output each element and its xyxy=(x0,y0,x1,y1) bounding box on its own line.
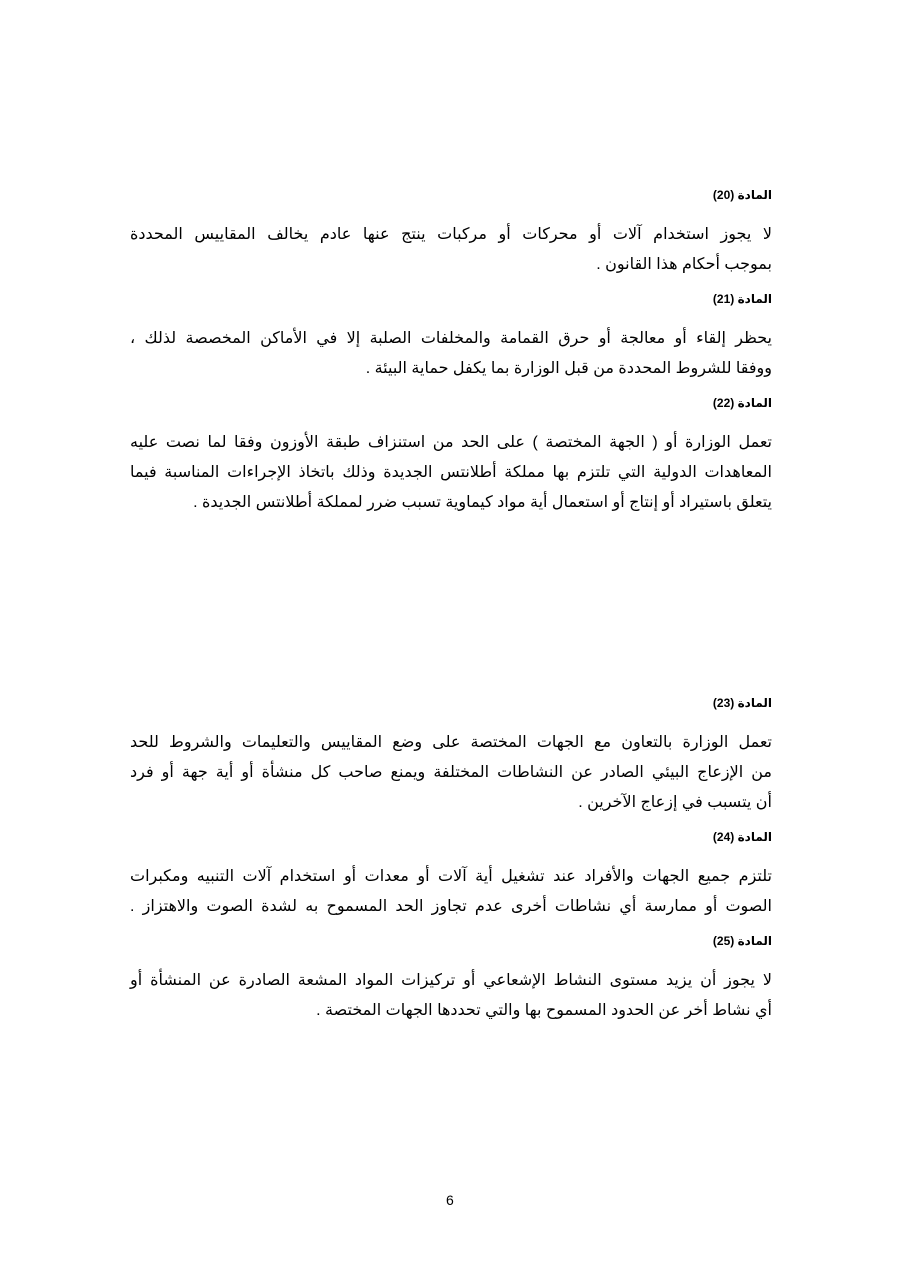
article-line: من الإزعاج البيئي الصادر عن النشاطات المختلفة ويمنع صاحب كل منشأة أو أية جهة أو فرد xyxy=(130,764,772,781)
articles-top-group xyxy=(130,187,772,529)
article-line: المعاهدات الدولية التي تلتزم بها مملكة أطلانتس الجديدة وذلك باتخاذ الإجراءات المناسبة فيما xyxy=(130,464,772,481)
article-line: بموجب أحكام هذا القانون . xyxy=(596,256,772,273)
article-line: تعمل الوزارة بالتعاون مع الجهات المختصة على وضع المقاييس والتعليمات والشروط للحد xyxy=(130,734,772,751)
article-line: يتعلق باستيراد أو إنتاج أو استعمال أية مواد كيماوية تسبب ضرر لمملكة أطلانتس الجديدة . xyxy=(193,494,772,511)
article-heading: المادة (20) xyxy=(712,188,772,202)
article-heading: المادة (23) xyxy=(712,696,772,710)
article-25 xyxy=(130,933,772,1026)
article-21 xyxy=(130,291,772,384)
article-heading: المادة (25) xyxy=(712,934,772,948)
article-line: لا يجوز أن يزيد مستوى النشاط الإشعاعي أو تركيزات المواد المشعة الصادرة عن المنشأة أو xyxy=(130,972,772,989)
article-line: الصوت أو ممارسة أي نشاطات أخرى عدم تجاوز الحد المسموح به لشدة الصوت والاهتزاز . xyxy=(130,898,773,915)
page-number: 6 xyxy=(446,1192,454,1208)
article-22 xyxy=(130,395,772,518)
article-heading: المادة (21) xyxy=(712,292,772,306)
article-line: تلتزم جميع الجهات والأفراد عند تشغيل أية آلات أو معدات أو استخدام آلات التنبيه ومكبرات xyxy=(130,868,772,885)
article-line: يحظر إلقاء أو معالجة أو حرق القمامة والمخلفات الصلبة إلا في الأماكن المخصصة لذلك ، xyxy=(130,330,772,347)
article-line: تعمل الوزارة أو ( الجهة المختصة ) على الحد من استنزاف طبقة الأوزون وفقا لما نصت عليه xyxy=(130,434,772,451)
article-line: أي نشاط أخر عن الحدود المسموح بها والتي تحددها الجهات المختصة . xyxy=(316,1002,772,1019)
article-heading: المادة (24) xyxy=(712,830,772,844)
article-20 xyxy=(130,187,772,280)
article-line: ووفقا للشروط المحددة من قبل الوزارة بما يكفل حماية البيئة . xyxy=(365,360,772,377)
articles-bottom-group xyxy=(130,695,772,1037)
article-line: لا يجوز استخدام آلات أو محركات أو مركبات ينتج عنها عادم يخالف المقاييس المحددة xyxy=(130,226,772,243)
article-heading: المادة (22) xyxy=(712,396,772,410)
article-23 xyxy=(130,695,772,818)
article-line: أن يتسبب في إزعاج الآخرين . xyxy=(578,794,772,811)
article-24 xyxy=(130,829,772,922)
